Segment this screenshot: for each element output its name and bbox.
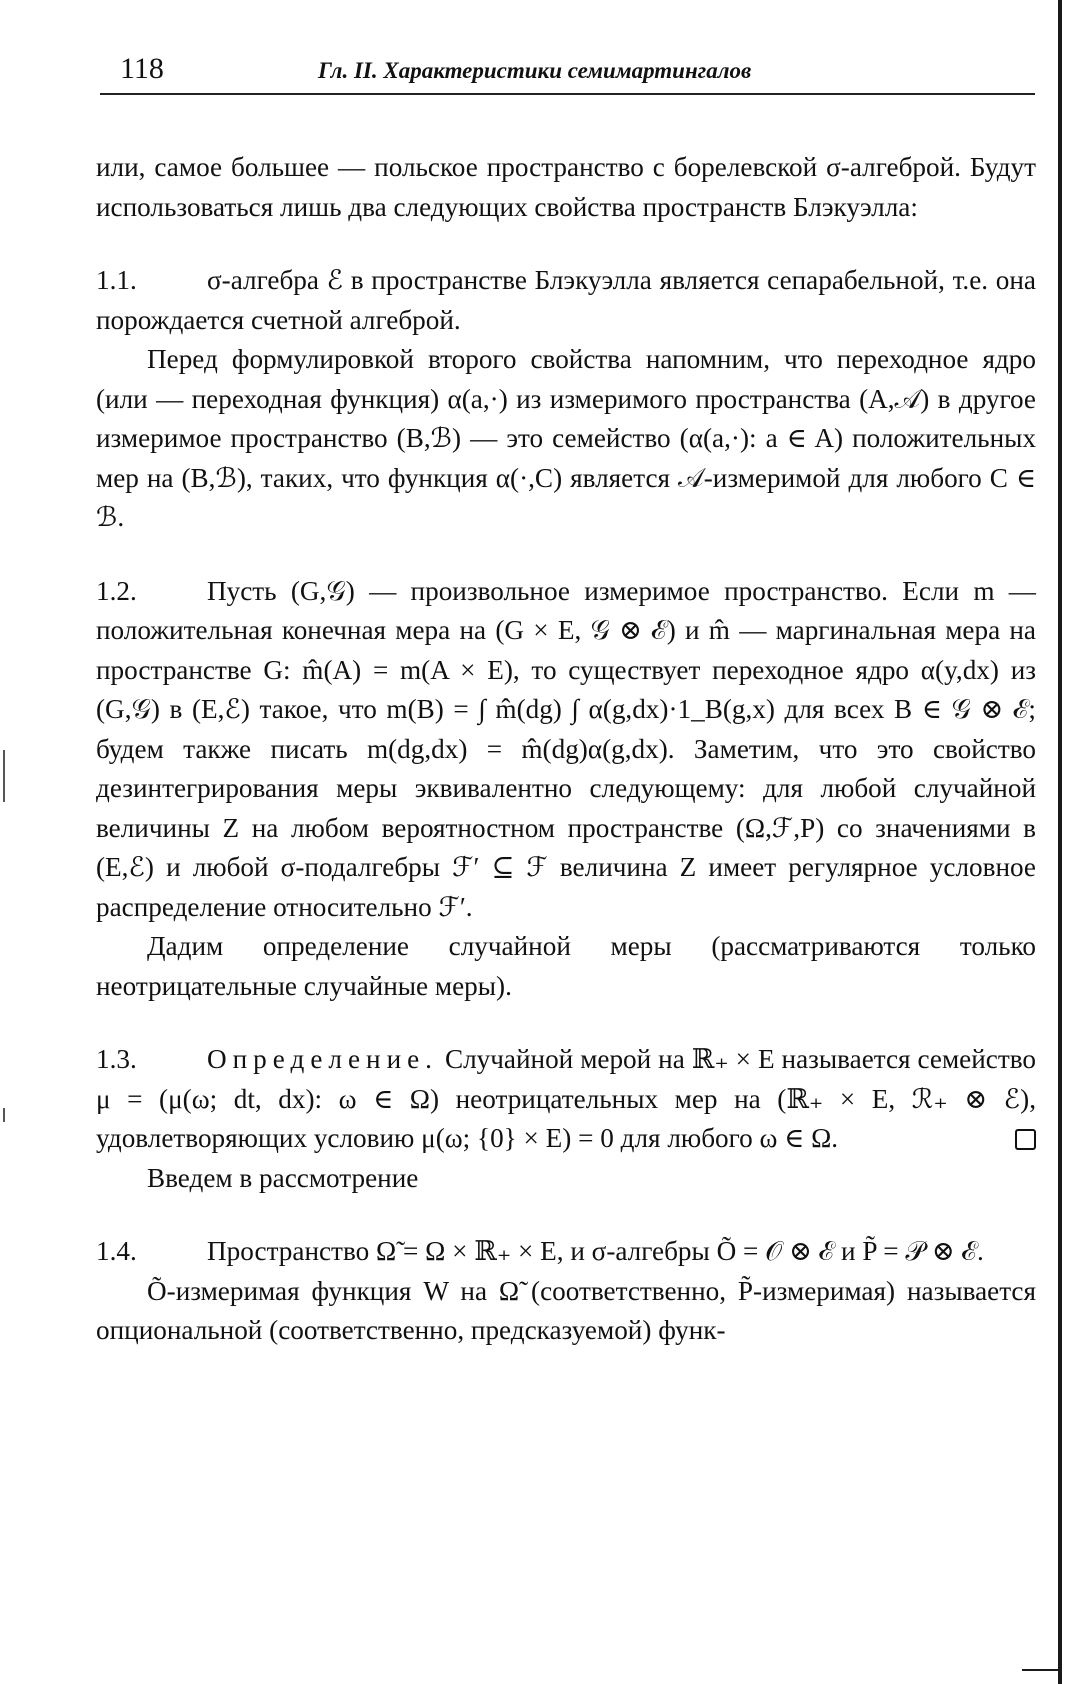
page-header (100, 52, 1035, 92)
margin-mark (3, 750, 5, 802)
section-text: Пространство Ω̃ = Ω × ℝ₊ × E, и σ-алгебры Õ = 𝒪 ⊗ ℰ и P̃ = 𝒫 ⊗ ℰ. (207, 1236, 984, 1266)
header-rule (100, 93, 1035, 95)
section-number: 1.2. (96, 575, 137, 606)
section-text: σ-алгебра ℰ в пространстве Блэкуэлла является сепарабельной, т.е. она порождается счетной алгеброй. (96, 265, 1036, 335)
section-1-1 (96, 261, 1036, 340)
paragraph: Дадим определение случайной меры (рассматриваются только неотрицательные случайные меры). (96, 931, 1036, 1001)
paragraph: Введем в рассмотрение (147, 1162, 419, 1193)
running-head: Гл. II. Характеристики семимартингалов (318, 58, 752, 83)
qed-box-icon (1015, 1129, 1036, 1150)
section-number: 1.4. (96, 1236, 137, 1266)
section-text: Случайной мерой на ℝ₊ × E называется семейство μ = (μ(ω; dt, dx): ω ∈ Ω) неотрицательных мер на (ℝ₊ × E, ℛ₊ ⊗ ℰ), удовлетворяющих условию μ(ω; {0} × E) = 0 для любого ω ∈ Ω. (96, 1044, 1036, 1153)
page-edge-foot (1022, 1669, 1062, 1671)
paragraph: Перед формулировкой второго свойства напомним, что переходное ядро (или — переходная функция) α(a,·) из измеримого пространства (A,𝒜) в другое измеримое пространство (B,ℬ) — это семейство (α(a,·): a ∈ A) положительных мер на (B,ℬ), таких, что функция α(·,C) является 𝒜-измеримой для любого C ∈ ℬ. (96, 344, 1036, 532)
section-text: Пусть (G,𝒢) — произвольное измеримое пространство. Если m — положительная конечная мера на (G × E, 𝒢 ⊗ ℰ) и m̂ — маргинальная мера на пространстве G: m̂(A) = m(A × E), то существует переходное ядро α(y,dx) из (G,𝒢) в (E,ℰ) такое, что m(B) = ∫ m̂(dg) ∫ α(g,dx)·1_B(g,x) для всех B ∈ 𝒢 ⊗ ℰ; будем также писать m(dg,dx) = m̂(dg)α(g,dx). Заметим, что это свойство дезинтегрирования меры эквивалентно следующему: для любой случайной величины Z на любом вероятностном пространстве (Ω,ℱ,P) со значениями в (E,ℰ) и любой σ-подалгебры ℱ′ ⊆ ℱ величина Z имеет регулярное условное распределение относительно ℱ′. (96, 575, 1036, 922)
section-number: 1.1. (96, 265, 137, 295)
section-number: 1.3. (96, 1044, 137, 1074)
section-1-4 (96, 1232, 1036, 1272)
page-number: 118 (120, 52, 164, 85)
definition-label: Определение. (207, 1044, 438, 1074)
paragraph: Õ-измеримая функция W на Ω̃ (соответственно, P̃-измеримая) называется опциональной (соответственно, предсказуемой) функ- (96, 1275, 1036, 1345)
page-body (96, 148, 1036, 1351)
section-1-3 (96, 1040, 1036, 1159)
page-edge (1058, 0, 1062, 1684)
margin-mark (3, 1108, 5, 1122)
section-1-2 (96, 572, 1036, 928)
paragraph: или, самое большее — польское пространство с борелевской σ-алгеброй. Будут использоваться лишь два следующих свойства пространств Блэкуэлла: (96, 152, 1036, 222)
